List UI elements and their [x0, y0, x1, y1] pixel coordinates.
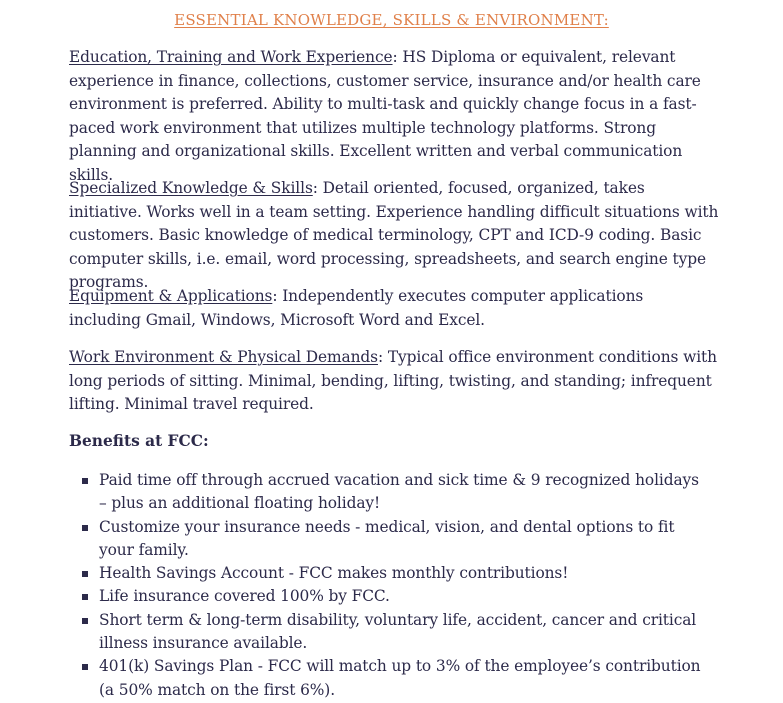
list-item	[69, 655, 709, 702]
education-label: Education, Training and Work Experience	[69, 48, 393, 66]
benefit-text: Short term & long-term disability, voluntary life, accident, cancer and critical illness insurance available.	[99, 610, 697, 653]
benefit-text: Paid time off through accrued vacation and sick time & 9 recognized holidays – plus an additional floating holiday!	[99, 471, 699, 513]
specialized-knowledge-paragraph	[69, 177, 719, 295]
equipment-paragraph	[69, 285, 719, 332]
bullet-icon	[82, 618, 88, 624]
list-item	[69, 516, 709, 563]
list-item	[69, 585, 709, 608]
benefit-text: Life insurance covered 100% by FCC.	[99, 587, 390, 606]
work-environment-text: : Typical office environment conditions with long periods of sitting. Minimal, bending, lifting, twisting, and standing; infrequent lifting. Minimal travel required.	[69, 348, 717, 413]
work-environment-label: Work Environment & Physical Demands	[69, 348, 378, 366]
section-heading: ESSENTIAL KNOWLEDGE, SKILLS & ENVIRONMENT:	[174, 11, 609, 29]
bullet-icon	[82, 571, 88, 577]
benefit-text: 401(k) Savings Plan - FCC will match up to 3% of the employee’s contribution (a 50% match on the first 6%).	[99, 657, 701, 699]
list-item	[69, 469, 709, 516]
benefits-list	[69, 469, 709, 702]
education-text: : HS Diploma or equivalent, relevant experience in finance, collections, customer service, insurance and/or health care environment is preferred. Ability to multi-task and quickly change focus in a fast-paced work environment that utilizes multiple technology platforms. Strong planning and organizational skills. Excellent written and verbal communication skills.	[69, 48, 701, 184]
bullet-icon	[82, 478, 88, 484]
benefit-text: Customize your insurance needs - medical, vision, and dental options to fit your family.	[99, 517, 675, 559]
bullet-icon	[82, 525, 88, 531]
benefits-title: Benefits at FCC:	[69, 432, 209, 450]
bullet-icon	[82, 664, 88, 670]
equipment-label: Equipment & Applications	[69, 287, 273, 305]
work-environment-paragraph	[69, 346, 719, 417]
education-paragraph	[69, 46, 719, 187]
list-item	[69, 609, 709, 656]
benefit-text: Health Savings Account - FCC makes monthly contributions!	[99, 564, 569, 583]
equipment-text: : Independently executes computer applications including Gmail, Windows, Microsoft Word and Excel.	[69, 287, 644, 329]
bullet-icon	[82, 594, 88, 600]
list-item	[69, 562, 709, 585]
specialized-knowledge-text: : Detail oriented, focused, organized, takes initiative. Works well in a team setting. Experience handling difficult situations with customers. Basic knowledge of medical terminology, CPT and ICD-9 coding. Basic computer skills, i.e. email, word processing, spreadsheets, and search engine type programs.	[69, 179, 719, 291]
specialized-knowledge-label: Specialized Knowledge & Skills	[69, 179, 313, 197]
